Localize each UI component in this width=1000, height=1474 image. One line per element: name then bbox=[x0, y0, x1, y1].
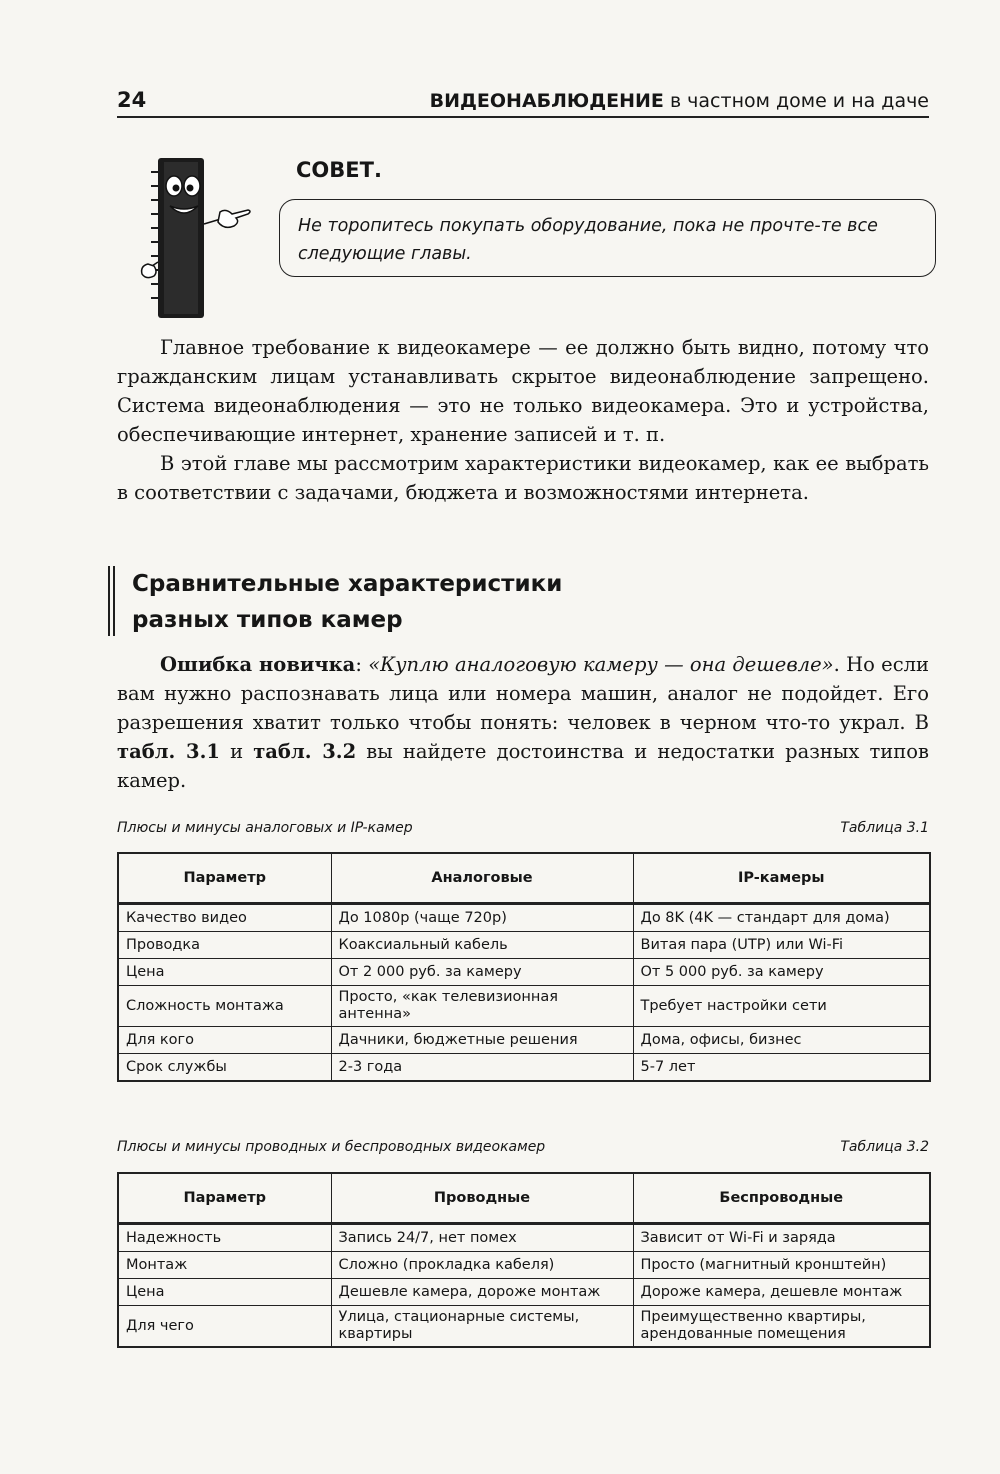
body-paragraph-1: Главное требование к видеокамере — ее должно быть видно, потому что гражданским лицам устанавливать скрытое видеонаблюдение запрещено. Система видеонаблюдения — это не только видеокамера. Это и устройства, обеспечивающие интернет, хранение записей и т. п. bbox=[117, 336, 929, 446]
table-cell: Требует настройки сети bbox=[633, 986, 930, 1027]
tip-box bbox=[279, 199, 936, 277]
table-cell: Просто (магнитный кронштейн) bbox=[633, 1252, 930, 1279]
table-2-header-cell: Проводные bbox=[331, 1173, 633, 1224]
table-row bbox=[118, 1054, 930, 1082]
section-heading bbox=[108, 566, 562, 636]
table-cell: От 2 000 руб. за камеру bbox=[331, 959, 633, 986]
table-cell: От 5 000 руб. за камеру bbox=[633, 959, 930, 986]
table-cell: Запись 24/7, нет помех bbox=[331, 1224, 633, 1252]
table-cell: Коаксиальный кабель bbox=[331, 932, 633, 959]
p3-colon: : bbox=[355, 653, 369, 676]
table-cell: Цена bbox=[118, 1279, 331, 1306]
section-heading-line-2: разных типов камер bbox=[132, 607, 403, 633]
table-cell: До 1080p (чаще 720p) bbox=[331, 904, 633, 932]
table-cell: Срок службы bbox=[118, 1054, 331, 1082]
mascot-body bbox=[151, 158, 204, 318]
table-cell: Цена bbox=[118, 959, 331, 986]
table-row bbox=[118, 904, 930, 932]
body-paragraph-3 bbox=[117, 650, 929, 795]
table-cell: Просто, «как телевизионная антенна» bbox=[331, 986, 633, 1027]
table-row bbox=[118, 932, 930, 959]
table-cell: 2-3 года bbox=[331, 1054, 633, 1082]
table-row bbox=[118, 986, 930, 1027]
mascot-pointing-hand bbox=[204, 210, 250, 227]
table-cell: Для кого bbox=[118, 1027, 331, 1054]
mascot-waving-hand bbox=[142, 262, 158, 278]
table-cell: Сложность монтажа bbox=[118, 986, 331, 1027]
table-1-header-row bbox=[118, 853, 930, 904]
table-cell: Преимущественно квартиры, арендованные помещения bbox=[633, 1306, 930, 1348]
p3-tail: вы найдете достоинства и недостатки разных типов камер. bbox=[117, 740, 929, 792]
table-cell: Витая пара (UTP) или Wi-Fi bbox=[633, 932, 930, 959]
tip-text: Не торопитесь покупать оборудование, пока не прочте-те все следующие главы. bbox=[298, 216, 878, 264]
table-2-header-row bbox=[118, 1173, 930, 1224]
table-cell: До 8K (4K — стандарт для дома) bbox=[633, 904, 930, 932]
table-cell: Улица, стационарные системы, квартиры bbox=[331, 1306, 633, 1348]
table-1-header-cell: IP-камеры bbox=[633, 853, 930, 904]
table-cell: 5-7 лет bbox=[633, 1054, 930, 1082]
beginner-mistake-label: Ошибка новичка bbox=[160, 653, 356, 676]
table-2-header-cell: Беспроводные bbox=[633, 1173, 930, 1224]
table-row bbox=[118, 959, 930, 986]
mascot-illustration bbox=[140, 152, 260, 322]
book-title bbox=[430, 90, 929, 112]
table-1-caption bbox=[117, 820, 929, 844]
table-1-header-cell: Параметр bbox=[118, 853, 331, 904]
table-row bbox=[118, 1027, 930, 1054]
table-cell: Качество видео bbox=[118, 904, 331, 932]
table-ref-3-2: табл. 3.2 bbox=[253, 740, 357, 763]
table-1-caption-text: Плюсы и минусы аналоговых и IP-камер bbox=[117, 820, 413, 836]
table-cell: Дешевле камера, дороже монтаж bbox=[331, 1279, 633, 1306]
table-2-caption bbox=[117, 1139, 929, 1163]
book-title-bold: ВИДЕОНАБЛЮДЕНИЕ bbox=[429, 90, 664, 112]
table-cell: Надежность bbox=[118, 1224, 331, 1252]
table-row bbox=[118, 1224, 930, 1252]
table-2 bbox=[117, 1172, 931, 1348]
running-header bbox=[117, 86, 929, 118]
table-2-header-cell: Параметр bbox=[118, 1173, 331, 1224]
table-cell: Сложно (прокладка кабеля) bbox=[331, 1252, 633, 1279]
body-paragraph-2: В этой главе мы рассмотрим характеристики видеокамер, как ее выбрать в соответствии с задачами, бюджета и возможностями интернета. bbox=[117, 452, 929, 504]
page-number: 24 bbox=[117, 88, 147, 112]
table-cell: Для чего bbox=[118, 1306, 331, 1348]
table-cell: Зависит от Wi-Fi и заряда bbox=[633, 1224, 930, 1252]
table-2-label: Таблица 3.2 bbox=[840, 1139, 929, 1155]
table-cell: Дома, офисы, бизнес bbox=[633, 1027, 930, 1054]
table-cell: Дороже камера, дешевле монтаж bbox=[633, 1279, 930, 1306]
table-1 bbox=[117, 852, 931, 1082]
table-cell: Монтаж bbox=[118, 1252, 331, 1279]
section-heading-line-1: Сравнительные характеристики bbox=[132, 571, 563, 597]
tip-title: СОВЕТ. bbox=[296, 158, 382, 182]
book-title-rest: в частном доме и на даче bbox=[663, 90, 929, 112]
table-cell: Проводка bbox=[118, 932, 331, 959]
table-1-label: Таблица 3.1 bbox=[840, 820, 929, 836]
table-row bbox=[118, 1252, 930, 1279]
p3-between: и bbox=[219, 740, 254, 763]
table-row bbox=[118, 1306, 930, 1348]
p3-text: . Но если вам нужно распознавать лица или номера машин, аналог не подойдет. Его разрешения хватит только чтобы понять: человек в черном что-то украл. В bbox=[117, 653, 929, 734]
table-2-caption-text: Плюсы и минусы проводных и беспроводных видеокамер bbox=[117, 1139, 546, 1155]
table-row bbox=[118, 1279, 930, 1306]
table-1-header-cell: Аналоговые bbox=[331, 853, 633, 904]
table-cell: Дачники, бюджетные решения bbox=[331, 1027, 633, 1054]
beginner-mistake-quote: «Куплю аналоговую камеру — она дешевле» bbox=[368, 653, 834, 676]
table-ref-3-1: табл. 3.1 bbox=[117, 740, 220, 763]
